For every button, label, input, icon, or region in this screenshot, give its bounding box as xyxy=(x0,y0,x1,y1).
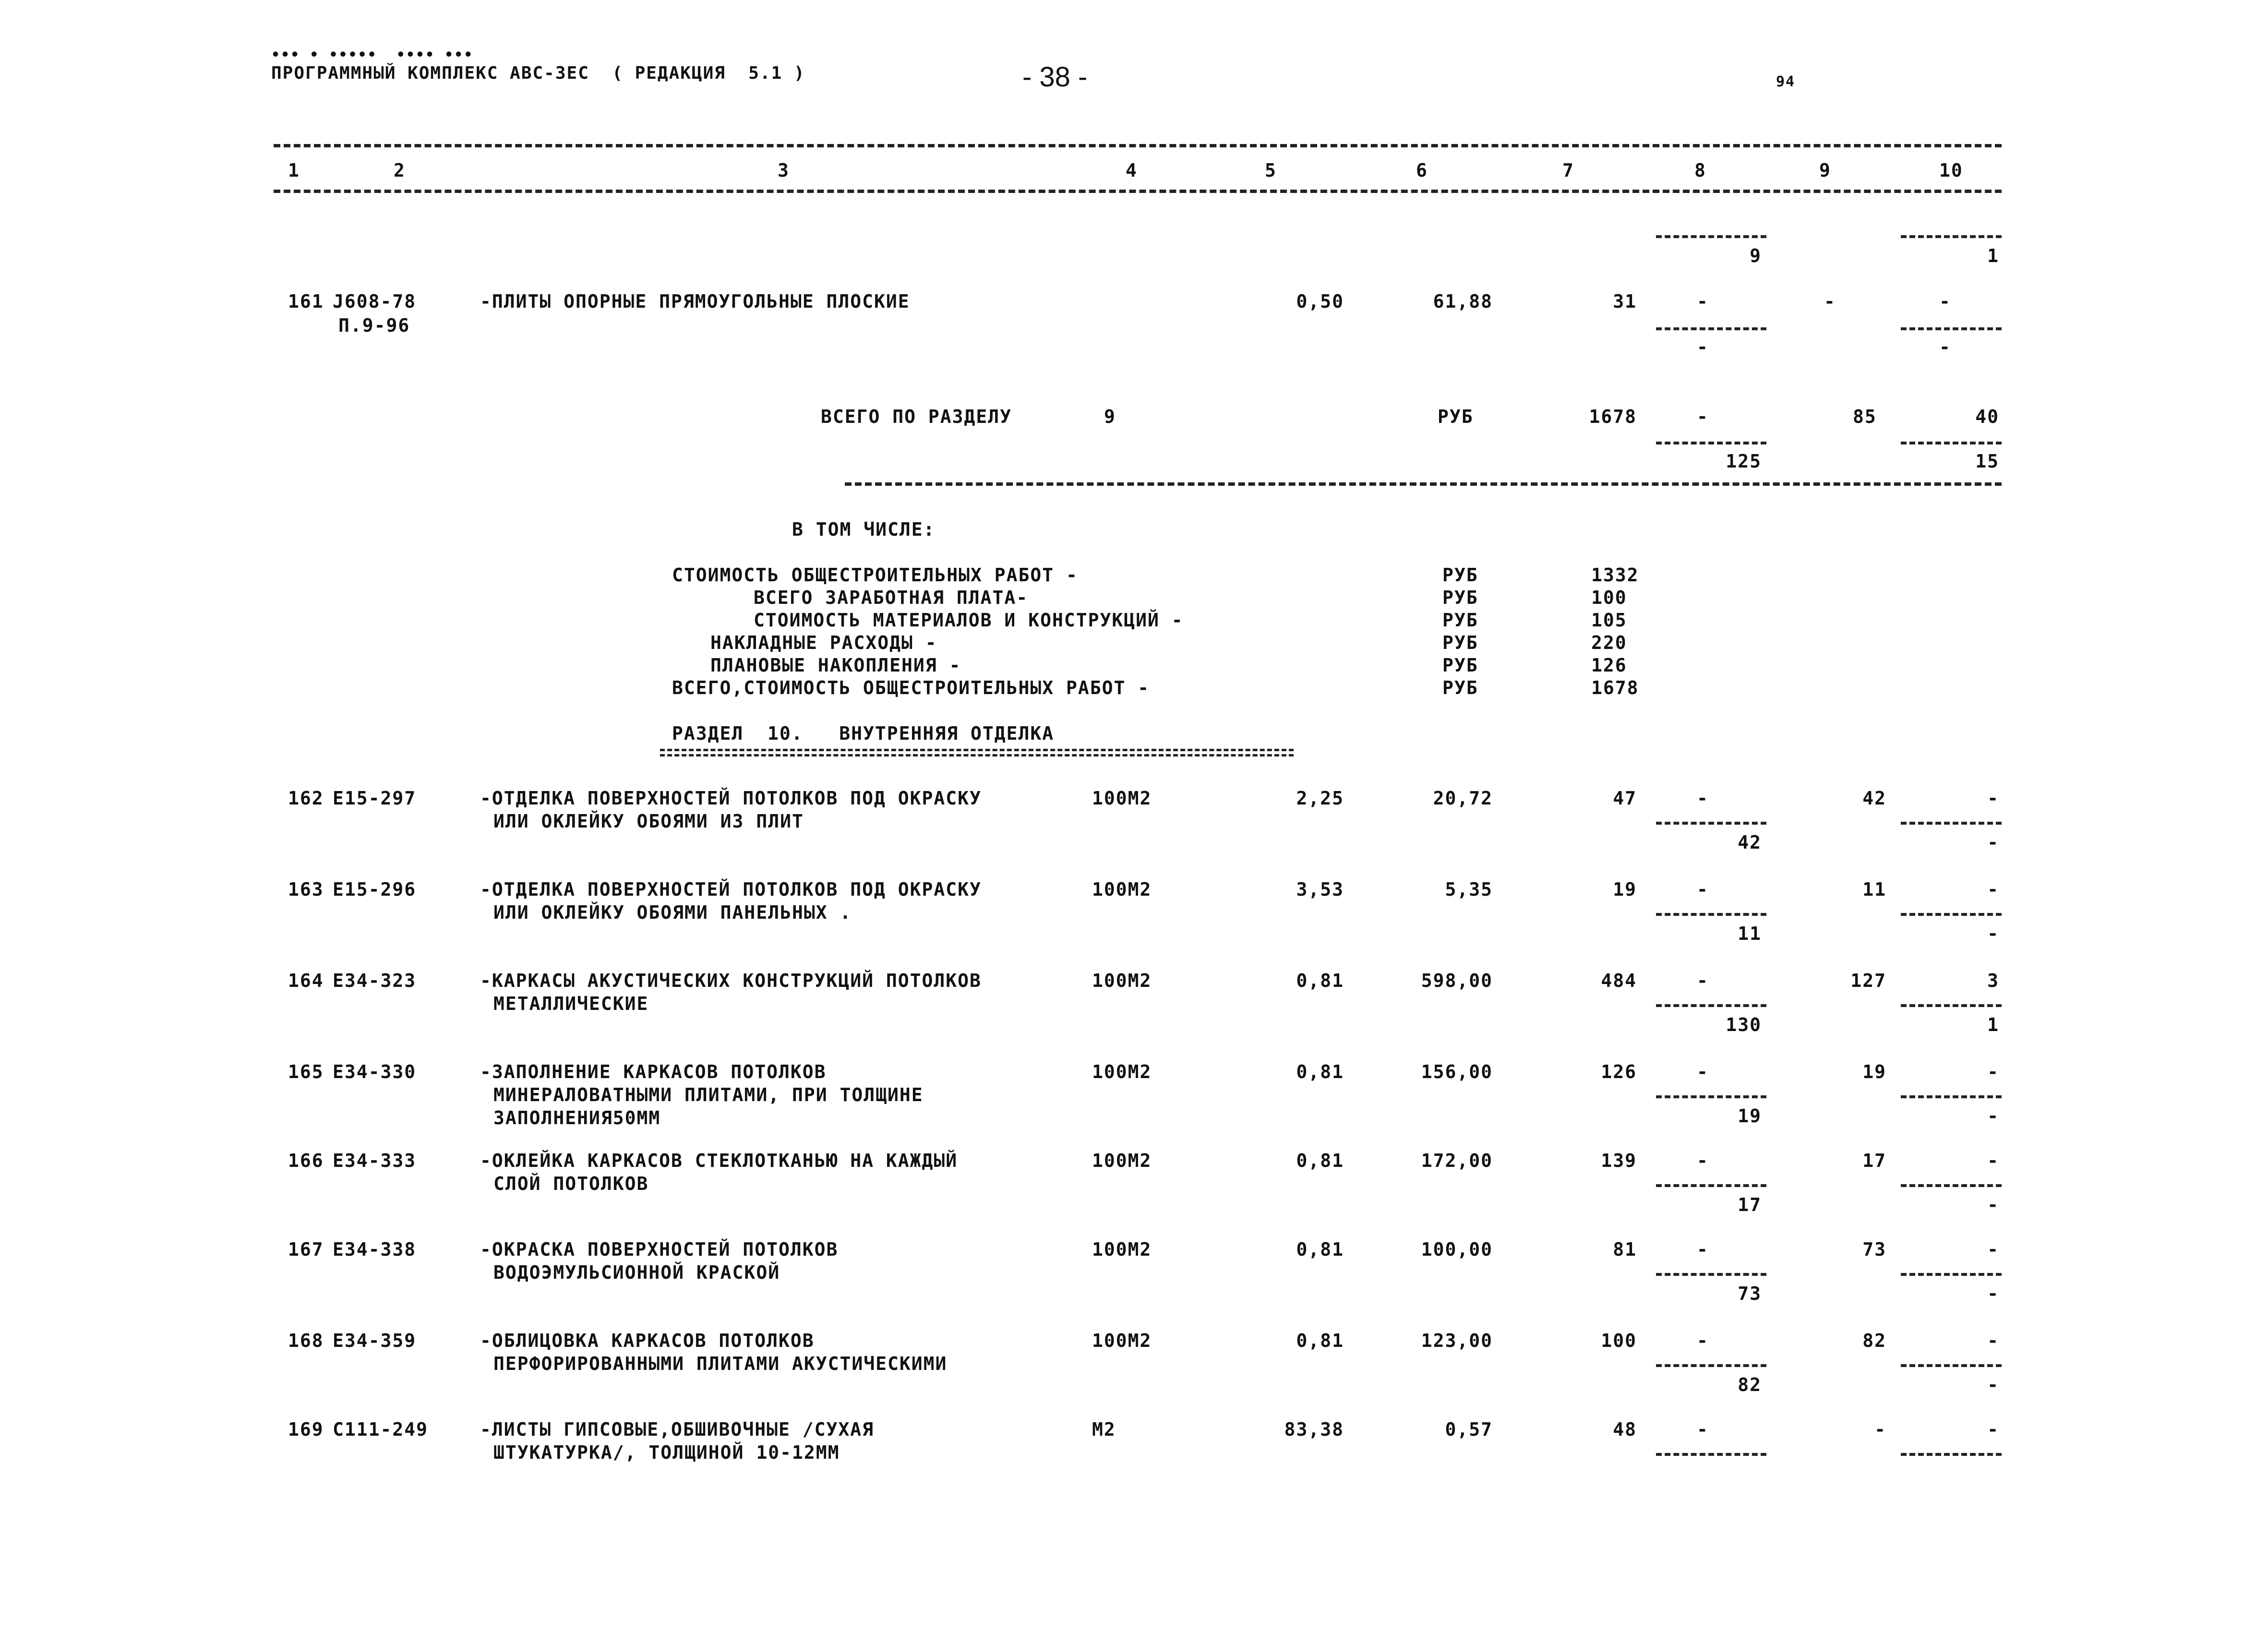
header-rule-top xyxy=(274,144,2002,147)
row-price: 172,00 xyxy=(1421,1150,1493,1171)
row-number: 165 xyxy=(288,1061,324,1082)
scratched-line: ••• • ••••• •••• ••• xyxy=(271,47,474,63)
fraction-line xyxy=(1656,442,1766,444)
row-code: С111-249 xyxy=(333,1419,429,1440)
row-c10-top: - xyxy=(1987,1419,1999,1440)
fraction-line xyxy=(1656,822,1766,825)
row-code: Е34-330 xyxy=(333,1061,417,1082)
row-unit: 100М2 xyxy=(1092,788,1152,809)
row-total: 126 xyxy=(1601,1061,1637,1082)
breakdown-title: В ТОМ ЧИСЛЕ: xyxy=(792,519,936,540)
fraction-line xyxy=(1901,327,2002,330)
breakdown-label: СТОИМОСТЬ ОБЩЕСТРОИТЕЛЬНЫХ РАБОТ - xyxy=(672,564,1078,586)
section-heading: РАЗДЕЛ 10. ВНУТРЕННЯЯ ОТДЕЛКА xyxy=(672,723,1055,744)
col-2-header: 2 xyxy=(394,160,406,181)
row-number: 164 xyxy=(288,970,324,991)
row-c10-bottom: - xyxy=(1987,832,1999,853)
row-c8-bottom: 73 xyxy=(1738,1283,1762,1304)
col-5-header: 5 xyxy=(1265,160,1277,181)
section-total-c8-bottom: 125 xyxy=(1726,451,1762,472)
breakdown-value: 1678 xyxy=(1591,677,1639,698)
row-description-line-2: МИНЕРАЛОВАТНЫМИ ПЛИТАМИ, ПРИ ТОЛЩИНЕ xyxy=(493,1084,924,1105)
row-code-2: П.9-96 xyxy=(338,315,410,336)
row-total: 48 xyxy=(1613,1419,1637,1440)
fraction-line xyxy=(1656,1004,1766,1007)
row-c10-bottom: - xyxy=(1987,1283,1999,1304)
fraction-line xyxy=(1901,1453,2002,1456)
corner-mark: 94 xyxy=(1776,73,1796,90)
row-number: 168 xyxy=(288,1330,324,1351)
breakdown-unit: РУБ xyxy=(1442,610,1478,631)
row-number: 161 xyxy=(288,291,324,312)
row-c10-top: - xyxy=(1987,1239,1999,1260)
col-6-header: 6 xyxy=(1416,160,1428,181)
row-quantity: 0,50 xyxy=(1296,291,1344,312)
fraction-line xyxy=(1901,442,2002,444)
row-c8-top: - xyxy=(1697,970,1709,991)
row-quantity: 0,81 xyxy=(1296,970,1344,991)
row-price: 0,57 xyxy=(1445,1419,1493,1440)
row-description-line-2: ШТУКАТУРКА/, ТОЛЩИНОЙ 10-12ММ xyxy=(493,1442,840,1463)
row-description-line-1: -ОКРАСКА ПОВЕРХНОСТЕЙ ПОТОЛКОВ xyxy=(480,1239,839,1260)
row-number: 167 xyxy=(288,1239,324,1260)
row-c8-top: - xyxy=(1697,1239,1709,1260)
row-unit: 100М2 xyxy=(1092,1330,1152,1351)
row-description-line-2: ИЛИ ОКЛЕЙКУ ОБОЯМИ ИЗ ПЛИТ xyxy=(493,811,804,832)
breakdown-label: СТОИМОСТЬ МАТЕРИАЛОВ И КОНСТРУКЦИЙ - xyxy=(754,610,1184,631)
row-unit: М2 xyxy=(1092,1419,1116,1440)
program-title: ПРОГРАММНЫЙ КОМПЛЕКС АВС-ЗЕС ( РЕДАКЦИЯ 5.1 ) xyxy=(271,63,805,83)
fraction-line xyxy=(1901,913,2002,916)
breakdown-value: 126 xyxy=(1591,655,1627,676)
row-quantity: 0,81 xyxy=(1296,1150,1344,1171)
row-price: 20,72 xyxy=(1433,788,1493,809)
row-price: 61,88 xyxy=(1433,291,1493,312)
row-c8-top: - xyxy=(1697,1330,1709,1351)
fraction-line xyxy=(1656,913,1766,916)
section-total-c10-bottom: 15 xyxy=(1975,451,1999,472)
row-c9: 73 xyxy=(1862,1239,1886,1260)
fraction-line xyxy=(1656,327,1766,330)
row-c9: 82 xyxy=(1862,1330,1886,1351)
col-9-header: 9 xyxy=(1819,160,1831,181)
fraction-line xyxy=(1656,235,1766,238)
breakdown-label: ПЛАНОВЫЕ НАКОПЛЕНИЯ - xyxy=(710,655,961,676)
breakdown-value: 100 xyxy=(1591,587,1627,608)
row-c8-bottom: 42 xyxy=(1738,832,1762,853)
row-c10-top: - xyxy=(1987,879,1999,900)
row-c8-bottom: 17 xyxy=(1738,1194,1762,1215)
breakdown-unit: РУБ xyxy=(1442,587,1478,608)
col-10-header: 10 xyxy=(1939,160,1963,181)
col-3-header: 3 xyxy=(778,160,790,181)
row-description-line-1: -ЗАПОЛНЕНИЕ КАРКАСОВ ПОТОЛКОВ xyxy=(480,1061,827,1082)
row-c10-bottom: 1 xyxy=(1987,1014,1999,1035)
row-description-line-1: -ОБЛИЦОВКА КАРКАСОВ ПОТОЛКОВ xyxy=(480,1330,815,1351)
breakdown-value: 220 xyxy=(1591,632,1627,653)
row-total: 81 xyxy=(1613,1239,1637,1260)
row-code: Е15-297 xyxy=(333,788,417,809)
row-c9: 17 xyxy=(1862,1150,1886,1171)
row-description-line-1: -КАРКАСЫ АКУСТИЧЕСКИХ КОНСТРУКЦИЙ ПОТОЛКОВ xyxy=(480,970,982,991)
row-c8-top: - xyxy=(1697,788,1709,809)
fraction-line xyxy=(1901,822,2002,825)
row-quantity: 3,53 xyxy=(1296,879,1344,900)
row-c8-bottom: 11 xyxy=(1738,923,1762,944)
row-c9: - xyxy=(1824,291,1836,312)
fraction-line xyxy=(1901,1273,2002,1276)
row-c10-top: - xyxy=(1939,291,1951,312)
row-price: 5,35 xyxy=(1445,879,1493,900)
row-quantity: 0,81 xyxy=(1296,1061,1344,1082)
row-unit: 100М2 xyxy=(1092,970,1152,991)
section-total-rule xyxy=(845,482,2002,486)
row-total: 31 xyxy=(1613,291,1637,312)
top-c10-value: 1 xyxy=(1987,245,1999,266)
fraction-line xyxy=(1656,1095,1766,1098)
breakdown-value: 105 xyxy=(1591,610,1627,631)
breakdown-label: НАКЛАДНЫЕ РАСХОДЫ - xyxy=(710,632,937,653)
row-description-line-1: -ОКЛЕЙКА КАРКАСОВ СТЕКЛОТКАНЬЮ НА КАЖДЫЙ xyxy=(480,1150,958,1171)
row-c10-bottom: - xyxy=(1987,923,1999,944)
row-total: 100 xyxy=(1601,1330,1637,1351)
row-price: 100,00 xyxy=(1421,1239,1493,1260)
row-code: Е34-323 xyxy=(333,970,417,991)
row-c9: 127 xyxy=(1850,970,1886,991)
page-number: - 38 - xyxy=(1022,61,1088,93)
row-c10-bottom: - xyxy=(1939,336,1951,358)
row-c10-top: - xyxy=(1987,1330,1999,1351)
breakdown-unit: РУБ xyxy=(1442,677,1478,698)
breakdown-value: 1332 xyxy=(1591,564,1639,586)
row-c8-bottom: 82 xyxy=(1738,1374,1762,1395)
row-description-line-2: МЕТАЛЛИЧЕСКИЕ xyxy=(493,993,649,1014)
breakdown-label: ВСЕГО,СТОИМОСТЬ ОБЩЕСТРОИТЕЛЬНЫХ РАБОТ - xyxy=(672,677,1150,698)
row-total: 47 xyxy=(1613,788,1637,809)
fraction-line xyxy=(1656,1273,1766,1276)
row-code: Ј608-78 xyxy=(333,291,417,312)
row-number: 162 xyxy=(288,788,324,809)
fraction-line xyxy=(1656,1364,1766,1367)
row-description-line-2: ВОДОЭМУЛЬСИОННОЙ КРАСКОЙ xyxy=(493,1262,780,1283)
header-rule-bottom xyxy=(274,190,2002,193)
row-description: -ПЛИТЫ ОПОРНЫЕ ПРЯМОУГОЛЬНЫЕ ПЛОСКИЕ xyxy=(480,291,910,312)
section-total-label: ВСЕГО ПО РАЗДЕЛУ xyxy=(821,406,1012,427)
row-description-line-1: -ОТДЕЛКА ПОВЕРХНОСТЕЙ ПОТОЛКОВ ПОД ОКРАСКУ xyxy=(480,788,982,809)
fraction-line xyxy=(1656,1453,1766,1456)
row-c8-bottom: - xyxy=(1697,336,1709,358)
col-7-header: 7 xyxy=(1562,160,1574,181)
fraction-line xyxy=(1901,1095,2002,1098)
row-c8-top: - xyxy=(1697,879,1709,900)
row-unit: 100М2 xyxy=(1092,1150,1152,1171)
row-c8-top: - xyxy=(1697,1419,1709,1440)
breakdown-unit: РУБ xyxy=(1442,564,1478,586)
row-c9: 19 xyxy=(1862,1061,1886,1082)
row-quantity: 83,38 xyxy=(1284,1419,1344,1440)
row-c10-bottom: - xyxy=(1987,1374,1999,1395)
row-code: Е34-333 xyxy=(333,1150,417,1171)
row-c10-top: 3 xyxy=(1987,970,1999,991)
row-unit: 100М2 xyxy=(1092,879,1152,900)
row-price: 598,00 xyxy=(1421,970,1493,991)
row-c9: 42 xyxy=(1862,788,1886,809)
row-c8-bottom: 19 xyxy=(1738,1105,1762,1127)
row-description-line-3: ЗАПОЛНЕНИЯ50ММ xyxy=(493,1107,661,1128)
row-quantity: 2,25 xyxy=(1296,788,1344,809)
fraction-line xyxy=(1901,1184,2002,1187)
section-total-c10-top: 40 xyxy=(1975,406,1999,427)
breakdown-unit: РУБ xyxy=(1442,655,1478,676)
col-1-header: 1 xyxy=(288,160,300,181)
section-total-c8-top: - xyxy=(1697,406,1709,427)
row-c10-top: - xyxy=(1987,1061,1999,1082)
row-price: 123,00 xyxy=(1421,1330,1493,1351)
row-c8-top: - xyxy=(1697,291,1709,312)
row-price: 156,00 xyxy=(1421,1061,1493,1082)
row-c8-top: - xyxy=(1697,1150,1709,1171)
row-code: Е34-359 xyxy=(333,1330,417,1351)
row-quantity: 0,81 xyxy=(1296,1239,1344,1260)
row-quantity: 0,81 xyxy=(1296,1330,1344,1351)
row-total: 19 xyxy=(1613,879,1637,900)
row-c10-top: - xyxy=(1987,1150,1999,1171)
row-description-line-2: ИЛИ ОКЛЕЙКУ ОБОЯМИ ПАНЕЛЬНЫХ . xyxy=(493,902,852,923)
row-total: 484 xyxy=(1601,970,1637,991)
section-total-number: 9 xyxy=(1104,406,1116,427)
row-description-line-2: ПЕРФОРИРОВАННЫМИ ПЛИТАМИ АКУСТИЧЕСКИМИ xyxy=(493,1353,948,1374)
row-c10-top: - xyxy=(1987,788,1999,809)
row-description-line-2: СЛОЙ ПОТОЛКОВ xyxy=(493,1173,649,1194)
row-c8-bottom: 130 xyxy=(1726,1014,1762,1035)
col-4-header: 4 xyxy=(1126,160,1138,181)
row-unit: 100М2 xyxy=(1092,1239,1152,1260)
breakdown-unit: РУБ xyxy=(1442,632,1478,653)
fraction-line xyxy=(1656,1184,1766,1187)
fraction-line xyxy=(1901,235,2002,238)
breakdown-label: ВСЕГО ЗАРАБОТНАЯ ПЛАТА- xyxy=(754,587,1029,608)
row-code: Е15-296 xyxy=(333,879,417,900)
row-number: 163 xyxy=(288,879,324,900)
row-total: 139 xyxy=(1601,1150,1637,1171)
section-total-c9: 85 xyxy=(1853,406,1877,427)
top-c8-value: 9 xyxy=(1750,245,1762,266)
row-unit: 100М2 xyxy=(1092,1061,1152,1082)
fraction-line xyxy=(1901,1004,2002,1007)
section-heading-underline xyxy=(660,749,1294,756)
section-total-sum: 1678 xyxy=(1589,406,1637,427)
row-c8-top: - xyxy=(1697,1061,1709,1082)
row-c9: - xyxy=(1874,1419,1886,1440)
row-number: 169 xyxy=(288,1419,324,1440)
col-8-header: 8 xyxy=(1694,160,1706,181)
row-c9: 11 xyxy=(1862,879,1886,900)
row-description-line-1: -ЛИСТЫ ГИПСОВЫЕ,ОБШИВОЧНЫЕ /СУХАЯ xyxy=(480,1419,874,1440)
section-total-unit: РУБ xyxy=(1438,406,1474,427)
row-description-line-1: -ОТДЕЛКА ПОВЕРХНОСТЕЙ ПОТОЛКОВ ПОД ОКРАСКУ xyxy=(480,879,982,900)
fraction-line xyxy=(1901,1364,2002,1367)
row-code: Е34-338 xyxy=(333,1239,417,1260)
row-number: 166 xyxy=(288,1150,324,1171)
row-c10-bottom: - xyxy=(1987,1194,1999,1215)
row-c10-bottom: - xyxy=(1987,1105,1999,1127)
